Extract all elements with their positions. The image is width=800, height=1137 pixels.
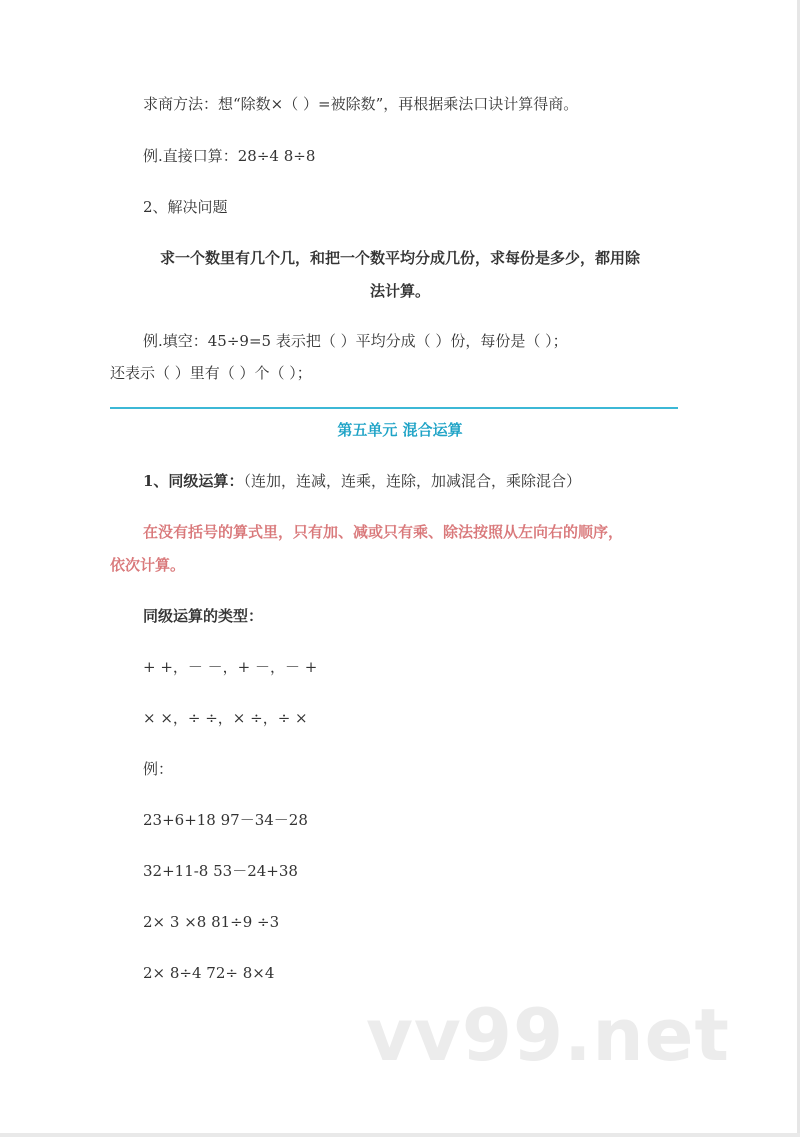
page-edge-bottom [0,1133,800,1137]
example-row-3: 2× 3 ×8 81÷9 ÷3 [143,913,280,931]
example-label: 例： [143,760,174,778]
unit-five-title: 第五单元 混合运算 [337,421,463,439]
example-row-4: 2× 8÷4 72÷ 8×4 [143,964,275,982]
section-divider [110,407,678,409]
same-level-ops-label: 1、同级运算： [143,472,244,490]
division-rule-line-2: 法计算。 [369,282,430,300]
watermark: vv99.net [366,993,730,1077]
quotient-method-text: 求商方法：想“除数×（ ）=被除数”，再根据乘法口诀计算得商。 [143,95,579,113]
example-fill-blank-line-1: 例.填空：45÷9=5 表示把（ ）平均分成（ ）份，每份是（ ）； [143,332,568,350]
same-level-types-heading: 同级运算的类型： [143,607,264,625]
section-heading-problem-solving: 2、解决问题 [143,198,228,216]
order-rule-line-2: 依次计算。 [110,556,186,574]
order-rule-line-1: 在没有括号的算式里，只有加、减或只有乘、除法按照从左向右的顺序， [143,523,624,541]
add-sub-types: + +，－ －，+ －，－ + [143,658,318,676]
same-level-ops-heading [0,471,800,491]
example-row-1: 23+6+18 97－34－28 [143,811,308,829]
example-fill-blank-line-2: 还表示（ ）里有（ ）个（ ）； [110,364,312,382]
example-row-2: 32+11-8 53－24+38 [143,862,298,880]
mul-div-types: × ×，÷ ÷，× ÷，÷ × [143,709,308,727]
same-level-ops-types: （连加，连减，连乘，连除，加减混合，乘除混合） [243,472,581,490]
example-oral-calc: 例.直接口算：28÷4 8÷8 [143,147,316,165]
division-rule-line-1: 求一个数里有几个几，和把一个数平均分成几份，求每份是多少，都用除 [159,249,640,267]
